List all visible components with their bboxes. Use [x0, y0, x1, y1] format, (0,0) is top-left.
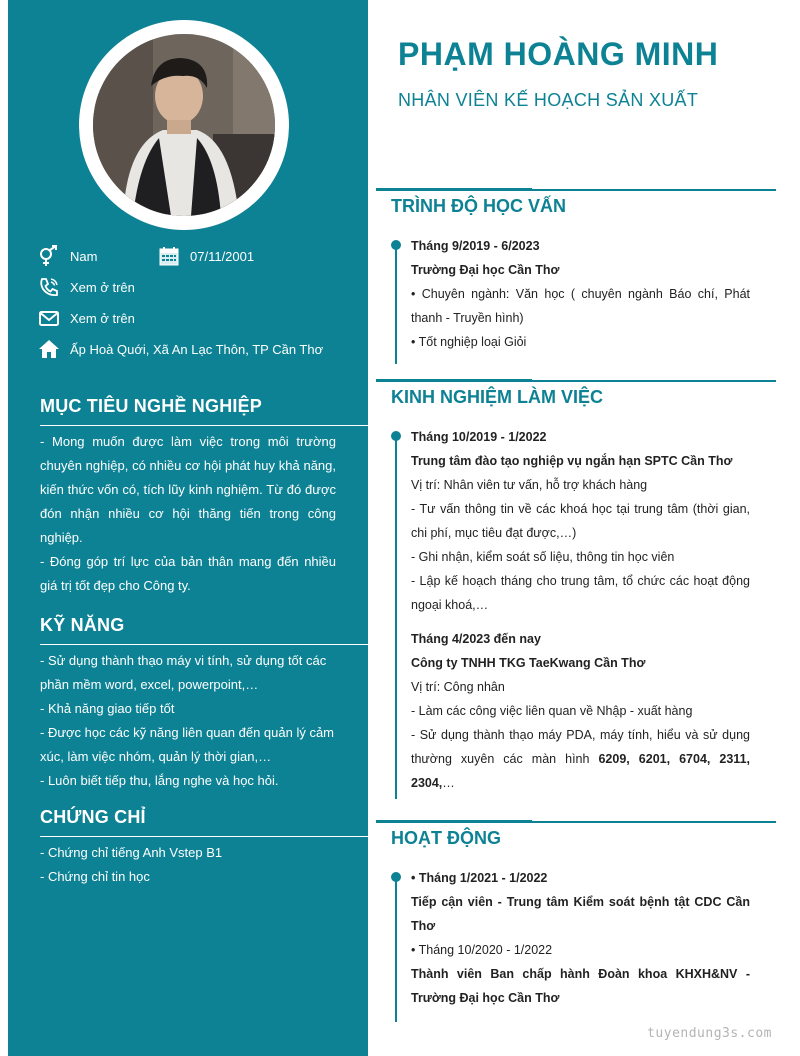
education-detail: • Chuyên ngành: Văn học ( chuyên ngành Báo chí, Phát thanh - Truyền hình): [411, 287, 750, 325]
certificates-heading: CHỨNG CHỈ: [40, 807, 368, 837]
objective-heading: MỤC TIÊU NGHỀ NGHIỆP: [40, 396, 368, 426]
address-value: Ấp Hoà Quới, Xã An Lạc Thôn, TP Cần Thơ: [70, 341, 324, 357]
address-row: [38, 338, 323, 360]
phone-icon: [38, 276, 60, 298]
profile-photo: [93, 34, 275, 216]
skill-line: - Sử dụng thành thạo máy vi tính, sử dụng tốt các phần mềm word, excel, powerpoint,…: [40, 653, 327, 692]
avatar-frame: [79, 20, 289, 230]
timeline-dot: [391, 240, 401, 250]
certificate-line: - Chứng chỉ tiếng Anh Vstep B1: [40, 845, 223, 860]
experience-entry: [411, 425, 750, 617]
phone-value: Xem ở trên: [70, 279, 135, 295]
screen-codes: 6209, 6201, 6704, 2311, 2304,: [411, 752, 750, 790]
timeline-line: [395, 876, 397, 1022]
education-heading: TRÌNH ĐỘ HỌC VẤN: [391, 196, 566, 216]
dob-value: 07/11/2001: [190, 248, 255, 264]
education-entry: [411, 234, 750, 354]
skill-line: - Luôn biết tiếp thu, lắng nghe và học hỏi.: [40, 773, 279, 788]
certificates-text: [40, 841, 336, 889]
sidebar: [8, 0, 368, 1056]
skill-line: - Được học các kỹ năng liên quan đến quản lý cảm xúc, làm việc nhóm, quản lý thời gian,…: [40, 725, 334, 764]
email-value: Xem ở trên: [70, 310, 135, 326]
job-period: Tháng 10/2019 - 1/2022: [411, 430, 547, 444]
education-period: Tháng 9/2019 - 6/2023: [411, 239, 540, 253]
timeline-dot: [391, 431, 401, 441]
job-period: Tháng 4/2023 đến nay: [411, 632, 541, 646]
job-detail: - Lập kế hoạch tháng cho trung tâm, tổ chức các hoạt động ngoại khoá,…: [411, 574, 750, 612]
activity-period: • Tháng 1/2021 - 1/2022: [411, 871, 548, 885]
job-detail: - Ghi nhận, kiểm soát số liệu, thông tin học viên: [411, 550, 675, 564]
timeline-line: [395, 435, 397, 799]
job-detail: - Làm các công việc liên quan về Nhập - xuất hàng: [411, 704, 693, 718]
section-divider: [376, 189, 776, 191]
education-school: Trường Đại học Cần Thơ: [411, 263, 560, 277]
gender-row: [38, 245, 97, 267]
section-divider: [376, 821, 776, 823]
skills-text: [40, 649, 336, 793]
email-row: [38, 307, 135, 329]
job-position: Vị trí: Công nhân: [411, 680, 505, 694]
objective-line: - Mong muốn được làm việc trong môi trường chuyên nghiệp, có nhiều cơ hội phát huy khả năng, kiến thức vốn có, tích lũy kinh nghiệm. Từ đó được đón nhận nhiều cơ hội thăng tiến trong công nghiệp.: [40, 434, 336, 545]
objective-text: [40, 430, 336, 598]
job-detail: [411, 723, 750, 795]
certificate-line: - Chứng chỉ tin học: [40, 869, 150, 884]
job-position: Vị trí: Nhân viên tư vấn, hỗ trợ khách hàng: [411, 478, 648, 492]
skills-heading: KỸ NĂNG: [40, 615, 368, 645]
watermark: tuyendung3s.com: [647, 1026, 772, 1041]
gender-icon: [38, 245, 60, 267]
timeline-dot: [391, 872, 401, 882]
objective-line: - Đóng góp trí lực của bản thân mang đến nhiều giá trị tốt đẹp cho Công ty.: [40, 554, 336, 593]
activity-period: • Tháng 10/2020 - 1/2022: [411, 943, 553, 957]
job-detail-ellipsis: …: [442, 776, 455, 790]
skill-line: - Khả năng giao tiếp tốt: [40, 701, 175, 716]
job-detail-text: - Sử dụng thành thạo máy PDA, máy tính, hiểu và sử dụng thường xuyên các màn hình: [411, 728, 750, 766]
activity-desc: Tiếp cận viên - Trung tâm Kiểm soát bệnh tật CDC Cần Thơ: [411, 895, 750, 933]
job-company: Công ty TNHH TKG TaeKwang Cần Thơ: [411, 656, 646, 670]
email-icon: [38, 307, 60, 329]
job-title: NHÂN VIÊN KẾ HOẠCH SẢN XUẤT: [398, 90, 699, 110]
avatar: [93, 34, 275, 216]
activities-heading: HOẠT ĐỘNG: [391, 828, 501, 848]
job-detail: - Tư vấn thông tin về các khoá học tại trung tâm (thời gian, chi phí, mục tiêu đạt được,…): [411, 502, 750, 540]
education-detail: • Tốt nghiệp loại Giỏi: [411, 335, 527, 349]
timeline-line: [395, 244, 397, 364]
job-company: Trung tâm đào tạo nghiệp vụ ngắn hạn SPTC Cần Thơ: [411, 454, 733, 468]
activity-desc: Thành viên Ban chấp hành Đoàn khoa KHXH&NV - Trường Đại học Cần Thơ: [411, 967, 750, 1005]
activity-entry: [411, 866, 750, 1010]
section-divider: [376, 380, 776, 382]
gender-value: Nam: [70, 248, 98, 264]
calendar-icon: [158, 245, 180, 267]
experience-entry: [411, 627, 750, 795]
candidate-name: PHẠM HOÀNG MINH: [398, 36, 719, 72]
experience-heading: KINH NGHIỆM LÀM VIỆC: [391, 387, 604, 407]
dob-row: [158, 245, 254, 267]
home-icon: [38, 338, 60, 360]
phone-row: [38, 276, 135, 298]
